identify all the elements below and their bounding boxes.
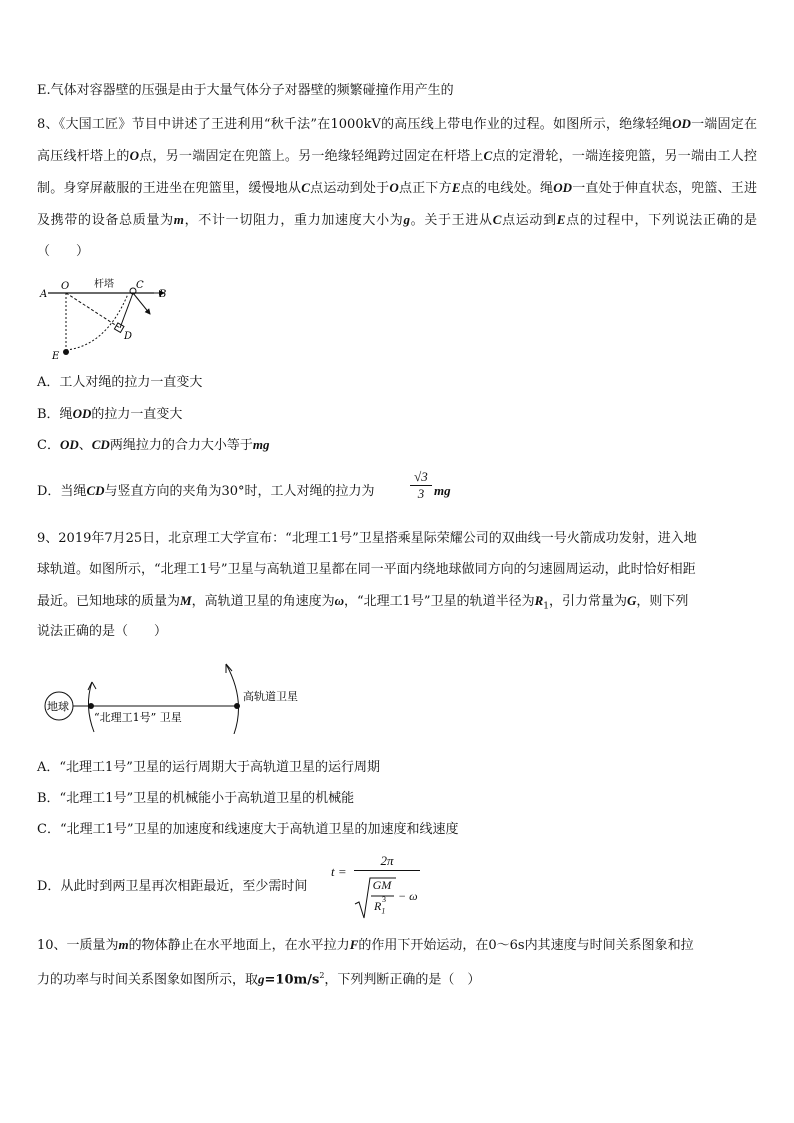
q10-line-2: 力的功率与时间关系图象如图所示，取$g=10m/s^2$，下列判断正确的是（ ） (37, 971, 481, 988)
q9-option-c: C．“北理工1号”卫星的加速度和线速度大于高轨道卫星的加速度和线速度 (37, 822, 459, 837)
basket-d (114, 323, 124, 333)
q8-stem: 8、《大国工匠》节目中讲述了王进利用“秋千法”在1000kV的高压线上带电作业的过程。如图所示，绝缘轻绳OD一端固定在高压线杆塔上的O点，另一端固定在兜篮上。另一绝缘轻绳跨过固定在杆塔上C点的定滑轮，一端连接兜篮，另一端由工人控制。身穿屏蔽服的王进坐在兜篮里，缓慢地从C点运动到处于O点正下方E点的电线处。绳OD一直处于伸直状态，兜篮、王进及携带的设备总质量为m，不计一切阻力，重力加速度大小为g。关于王进从C点运动到E点的过程中，下列说法正确的是（ ） (37, 116, 757, 259)
q10-line-1: 10、一质量为m的物体静止在水平地面上，在水平拉力F的作用下开始运动，在0～6s内其速度与时间关系图象和拉 (37, 937, 694, 953)
q8-d-mg: mg (434, 483, 451, 498)
sat2-dot (234, 703, 240, 709)
q9-d-numerator: 2π (354, 852, 420, 871)
q9-d-r: $R_1$ (374, 899, 386, 916)
option-e-line: E.气体对容器壁的压强是由于大量气体分子对器壁的频繁碰撞作用产生的 (37, 83, 454, 98)
q8-option-a: A．工人对绳的拉力一直变大 (37, 375, 203, 390)
q9-d-minus-omega: − ω (398, 889, 418, 903)
q9-d-gm: GM (372, 878, 392, 892)
q9-option-d: D．从此时到两卫星再次相距最近，至少需时间 (37, 879, 308, 894)
q9-stem-2: 球轨道。如图所示，“北理工1号”卫星与高轨道卫星都在同一平面内绕地球做同方向的匀速圆周运动，此时恰好相距 (37, 562, 696, 577)
q9-d-r-power: 3 (382, 895, 386, 904)
q8-option-d: D．当绳CD与竖直方向的夹角为30°时，工人对绳的拉力为 (37, 483, 375, 499)
label-a: A (40, 289, 48, 300)
q8-option-c: C．OD、CD两绳拉力的合力大小等于mg (37, 437, 270, 453)
earth-label: 地球 (47, 700, 69, 713)
q9-figure (36, 654, 336, 734)
sat2-label: 高轨道卫星 (243, 690, 298, 703)
point-e (63, 349, 69, 355)
q9-stem-1: 9、2019年7月25日，北京理工大学宣布：“北理工1号”卫星搭乘星际荣耀公司的双曲线一号火箭成功发射，进入地 (37, 531, 697, 546)
q9-d-t: t = (331, 864, 347, 879)
q8-d-fraction: √3 3 (410, 469, 432, 502)
q8-figure (36, 264, 176, 364)
orbit-2-arrow (226, 664, 232, 673)
q9-option-a: A．“北理工1号”卫星的运行周期大于高轨道卫星的运行周期 (37, 760, 380, 775)
sat1-label: “北理工1号” 卫星 (94, 711, 182, 724)
orbit-2-arc (226, 664, 239, 734)
q9-option-b: B．“北理工1号”卫星的机械能小于高轨道卫星的机械能 (37, 791, 355, 806)
label-b: B (159, 289, 167, 300)
label-o: O (61, 281, 70, 292)
q9-stem-3: 最近。已知地球的质量为M，高轨道卫星的角速度为ω，“北理工1号”卫星的轨道半径为$R_1$，引力常量为G，则下列 (37, 593, 689, 612)
label-d: D (124, 331, 133, 342)
label-e: E (52, 351, 60, 362)
rope-cd (120, 293, 133, 328)
sat1-dot (88, 703, 94, 709)
rope-od (66, 293, 120, 328)
q8-option-b: B．绳OD的拉力一直变大 (37, 406, 183, 422)
label-c: C (136, 280, 144, 291)
label-tower: 杆塔 (94, 279, 114, 290)
q9-stem-4: 说法正确的是（ ） (37, 624, 168, 639)
pull-arrow (133, 293, 150, 314)
arc-dashed (66, 294, 128, 350)
